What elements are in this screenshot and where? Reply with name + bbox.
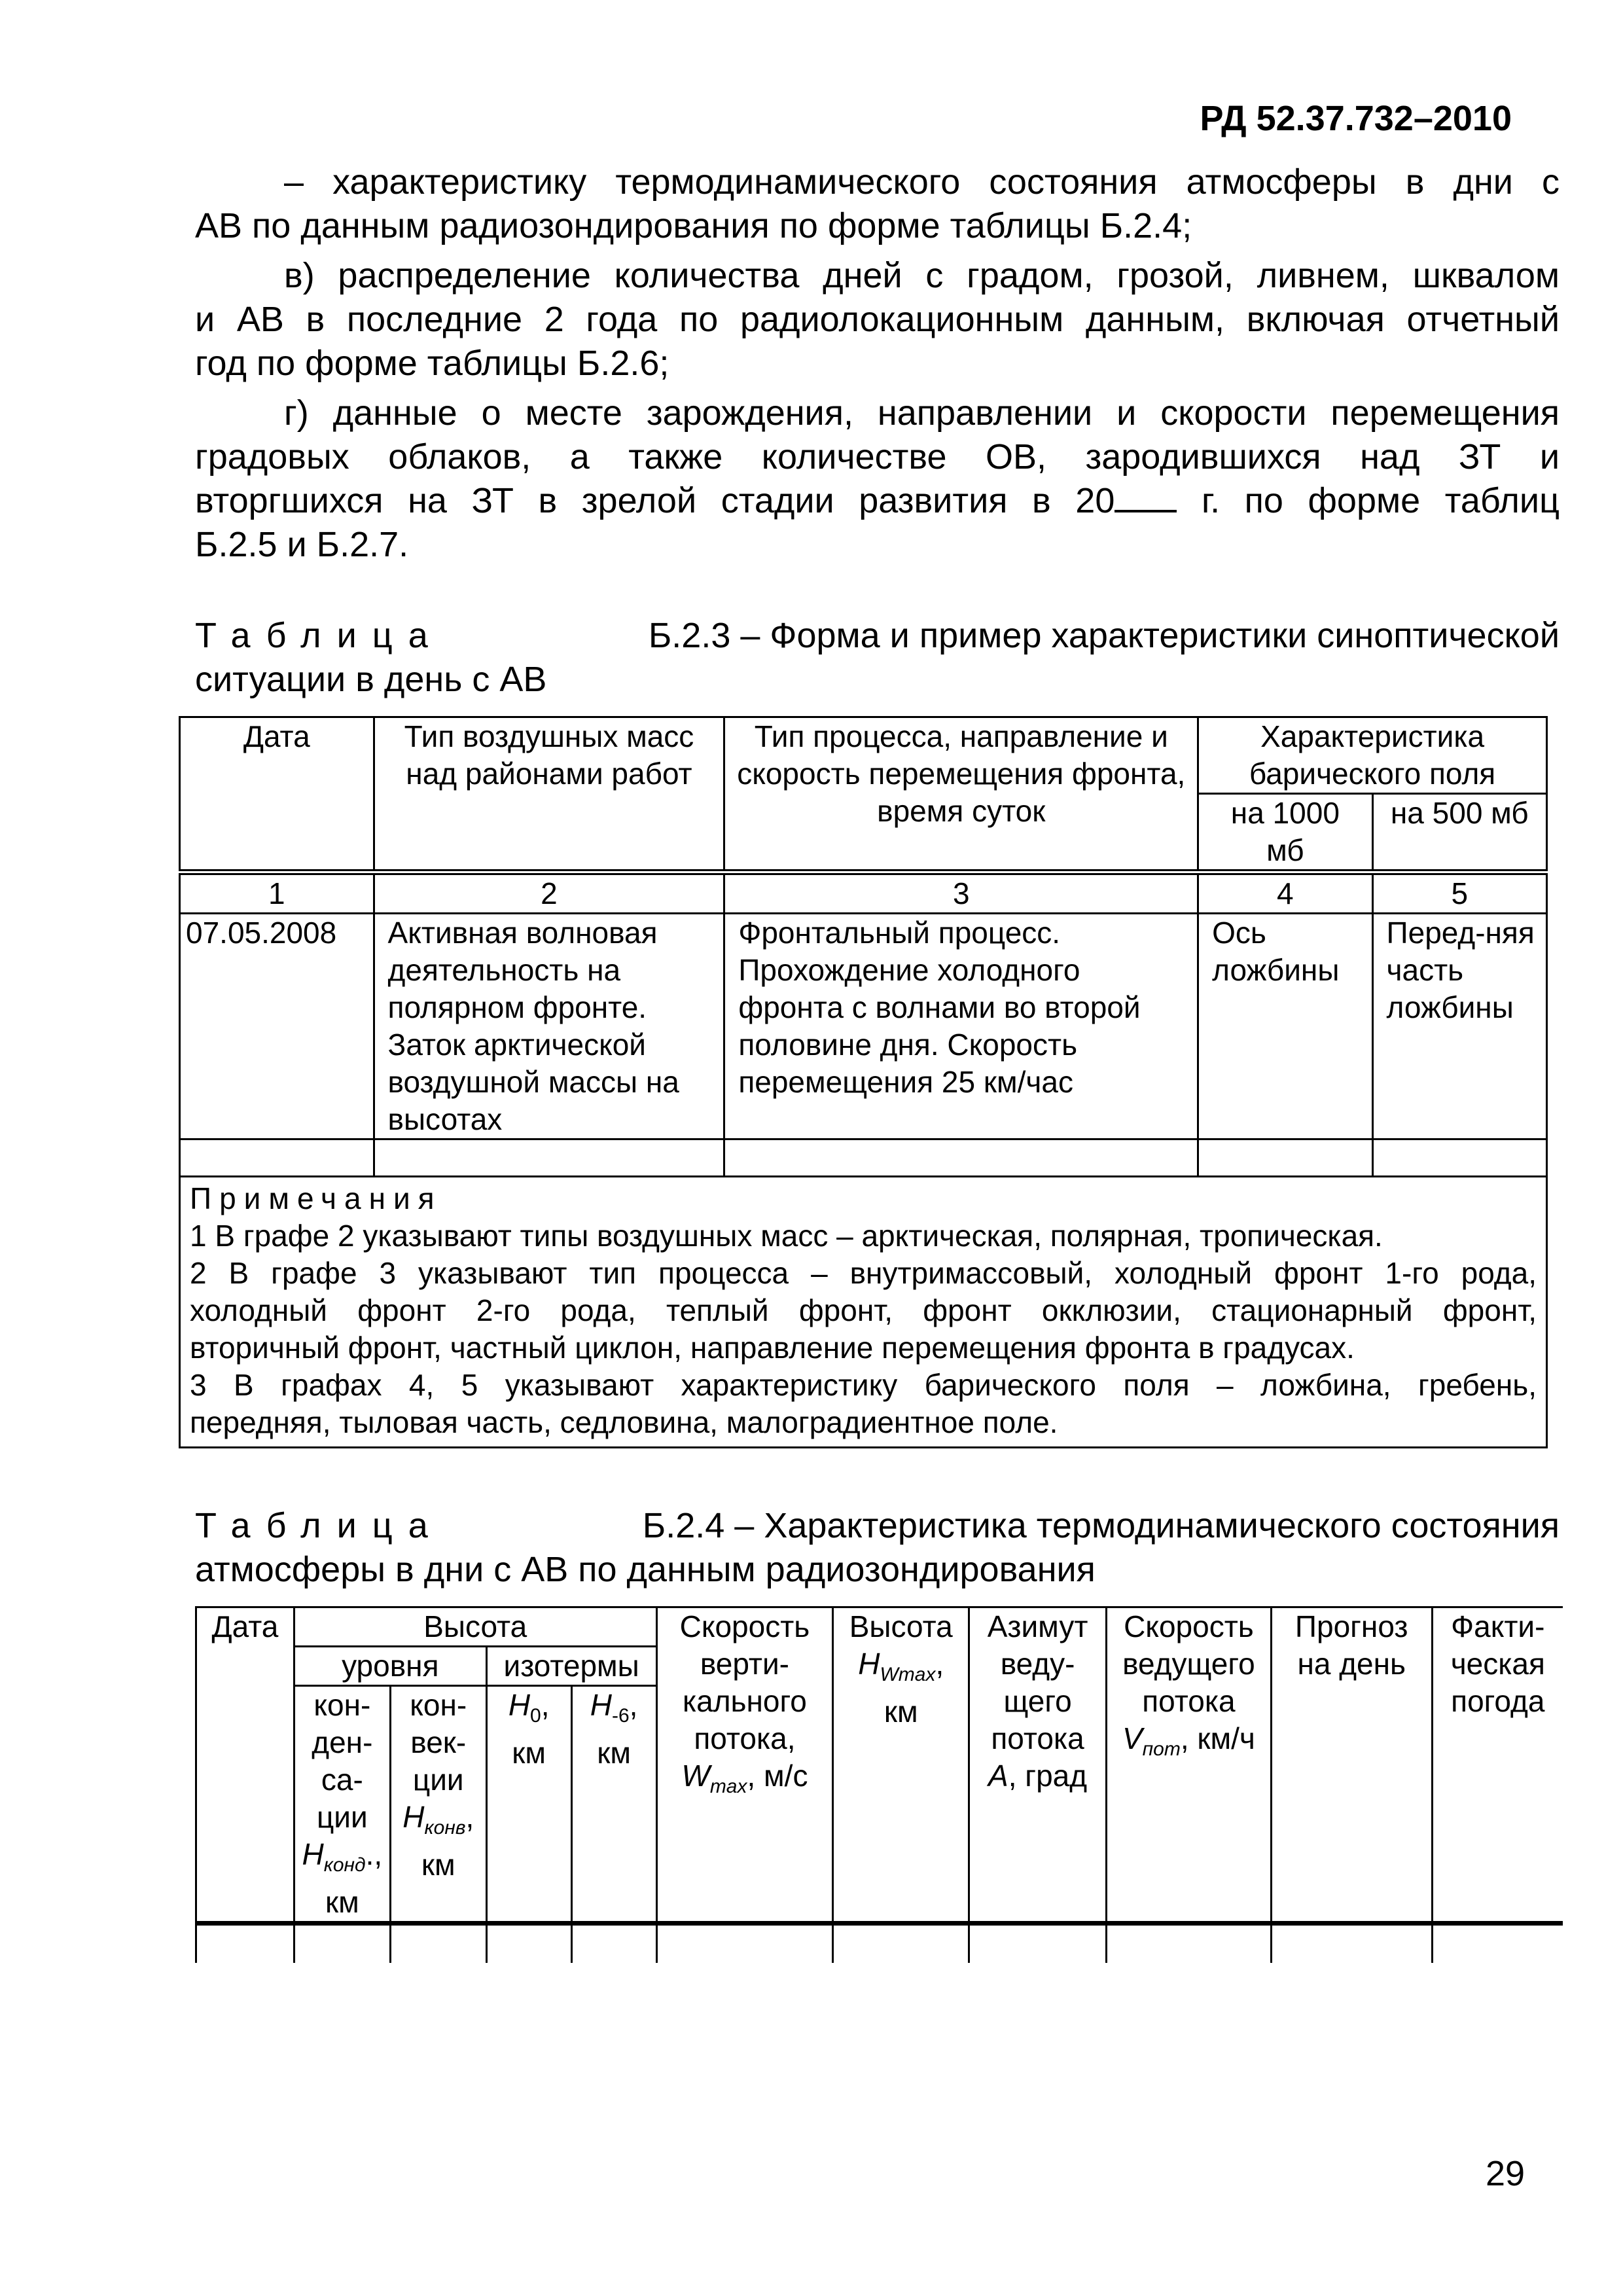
caption-text: атмосферы в дни с АВ по данным радиозондирования [195,1550,1096,1589]
symbol: H [302,1837,324,1871]
document-code: РД 52.37.732–2010 [1200,99,1512,138]
unit: , град [1008,1759,1088,1793]
text-line: г) данные о месте зарождения, направлении и скорости перемещения [284,393,1560,433]
unit: ., км [325,1837,383,1920]
cell-process: Фронтальный процесс. Прохождение холодного фронта с волнами во второй половине дня. Скорость перемещения 25 км/час [724,914,1198,1139]
notes-title: Примечания [190,1181,442,1215]
table-notes [180,1177,1547,1448]
year-blank [1115,484,1177,512]
header-convection [390,1686,486,1924]
text-line: год по форме таблицы Б.2.6; [195,344,669,383]
unit: , м/с [747,1759,808,1793]
header-baric: Характеристика барического поля [1198,717,1547,794]
text-line: АВ по данным радиозондирования по форме таблицы Б.2.4; [195,206,1192,245]
empty-cell [1198,1139,1372,1177]
text-fragment: г. по форме таблиц [1177,481,1560,520]
symbol-sub: -6 [611,1705,630,1727]
radiosonde-table [195,1606,1563,1963]
empty-cell [294,1924,390,1963]
caption-text: ситуации в день с АВ [195,660,547,699]
text-line: в) распределение количества дней с градом, грозой, ливнем, шквалом [284,256,1560,295]
empty-cell [833,1924,969,1963]
header-h-6 [571,1686,656,1924]
empty-cell [486,1924,571,1963]
empty-cell [196,1924,294,1963]
symbol: V [1122,1721,1143,1755]
symbol-sub: конд [323,1854,366,1876]
symbol-sub: Wmax [880,1664,936,1686]
note-line: 2 В графе 3 указывают тип процесса – внутримассовый, холодный фронт 1-го рода, [190,1256,1537,1290]
col-number: 4 [1198,872,1372,914]
header-process: Тип процесса, направление и скорость перемещения фронта, время суток [724,717,1198,872]
cell-500mb: Перед-няя часть ложбины [1372,914,1546,1139]
col-number: 3 [724,872,1198,914]
empty-cell [1271,1924,1432,1963]
unit: , км/ч [1180,1721,1255,1755]
symbol: H [402,1800,425,1834]
symbol: W [681,1759,710,1793]
empty-cell [724,1139,1198,1177]
note-line: вторичный фронт, частный циклон, направление перемещения фронта в градусах. [190,1331,1355,1365]
paragraph-v [195,254,1560,386]
header-text: Скорость ведущего потока [1122,1609,1255,1718]
caption-word: Таблица [195,1506,444,1545]
header-h0 [486,1686,571,1924]
header-condensation [294,1686,390,1924]
cell-date: 07.05.2008 [180,914,374,1139]
text-line: градовых облаков, а также количестве ОВ, зародившихся над ЗТ и [195,437,1560,476]
note-line: 3 В графах 4, 5 указывают характеристику барического поля – ложбина, гребень, [190,1368,1537,1402]
unit: , км [597,1688,638,1770]
header-text: кон-век-ции [410,1688,467,1797]
page-number: 29 [1486,2154,1525,2193]
header-text: Азимут веду-щего потока [987,1609,1088,1755]
col-number: 1 [180,872,374,914]
header-text: кон-ден-са-ции [312,1688,373,1834]
header-date: Дата [180,717,374,872]
header-azimuth [969,1607,1107,1924]
empty-cell [1106,1924,1271,1963]
unit: , км [512,1688,550,1770]
symbol-sub: конв [424,1817,466,1839]
note-line: 1 В графе 2 указывают типы воздушных масс – арктическая, полярная, тропическая. [190,1219,1383,1253]
empty-cell [1372,1139,1546,1177]
caption-text: Б.2.3 – Форма и пример характеристики синоптической [648,616,1560,655]
symbol: H [508,1688,531,1722]
note-line: передняя, тыловая часть, седловина, малоградиентное поле. [190,1405,1058,1439]
text-line: Б.2.5 и Б.2.7. [195,525,409,564]
symbol: A [988,1759,1008,1793]
header-leading-speed [1106,1607,1271,1924]
table2-caption [195,1504,1560,1592]
col-number: 5 [1372,872,1546,914]
synoptic-table [179,716,1548,1448]
header-actual-weather: Факти-ческая погода [1432,1607,1563,1924]
caption-word: Таблица [195,616,444,655]
header-height-wmax [833,1607,969,1924]
symbol: H [590,1688,612,1722]
text-line: – характеристику термодинамического состояния атмосферы в дни с [284,162,1560,202]
header-vertical-speed [656,1607,833,1924]
header-text: Высота [849,1609,953,1643]
empty-cell [969,1924,1107,1963]
table1-caption [195,614,1560,702]
unit: , км [883,1647,944,1729]
header-forecast: Прогноз на день [1271,1607,1432,1924]
cell-airmass: Активная волновая деятельность на полярном фронте. Заток арктической воздушной массы на высотах [374,914,724,1139]
empty-cell [656,1924,833,1963]
symbol-sub: max [709,1776,747,1798]
empty-cell [1432,1924,1563,1963]
paragraph-thermo [195,160,1560,248]
header-1000mb: на 1000 мб [1198,794,1372,872]
note-line: холодный фронт 2-го рода, теплый фронт, фронт окклюзии, стационарный фронт, [190,1293,1537,1327]
symbol-sub: пот [1142,1738,1181,1761]
header-text: Скорость верти-кального потока, [679,1609,810,1755]
text-fragment: вторгшихся на ЗТ в зрелой стадии развития в 20 [195,481,1115,520]
header-isotherms: изотермы [486,1647,656,1686]
empty-cell [180,1139,374,1177]
cell-1000mb: Ось ложбины [1198,914,1372,1139]
col-number: 2 [374,872,724,914]
unit: , км [421,1800,474,1882]
header-levels: уровня [294,1647,486,1686]
header-airmass: Тип воздушных масс над районами работ [374,717,724,872]
caption-text: Б.2.4 – Характеристика термодинамического состояния [642,1506,1560,1545]
paragraph-g [195,391,1560,567]
header-height: Высота [294,1607,656,1647]
header-date: Дата [196,1607,294,1924]
empty-cell [390,1924,486,1963]
header-500mb: на 500 мб [1372,794,1546,872]
symbol-sub: 0 [530,1705,541,1727]
text-line [195,479,1560,523]
text-line: и АВ в последние 2 года по радиолокационным данным, включая отчетный [195,300,1560,339]
empty-cell [571,1924,656,1963]
empty-cell [374,1139,724,1177]
symbol: H [858,1647,880,1681]
